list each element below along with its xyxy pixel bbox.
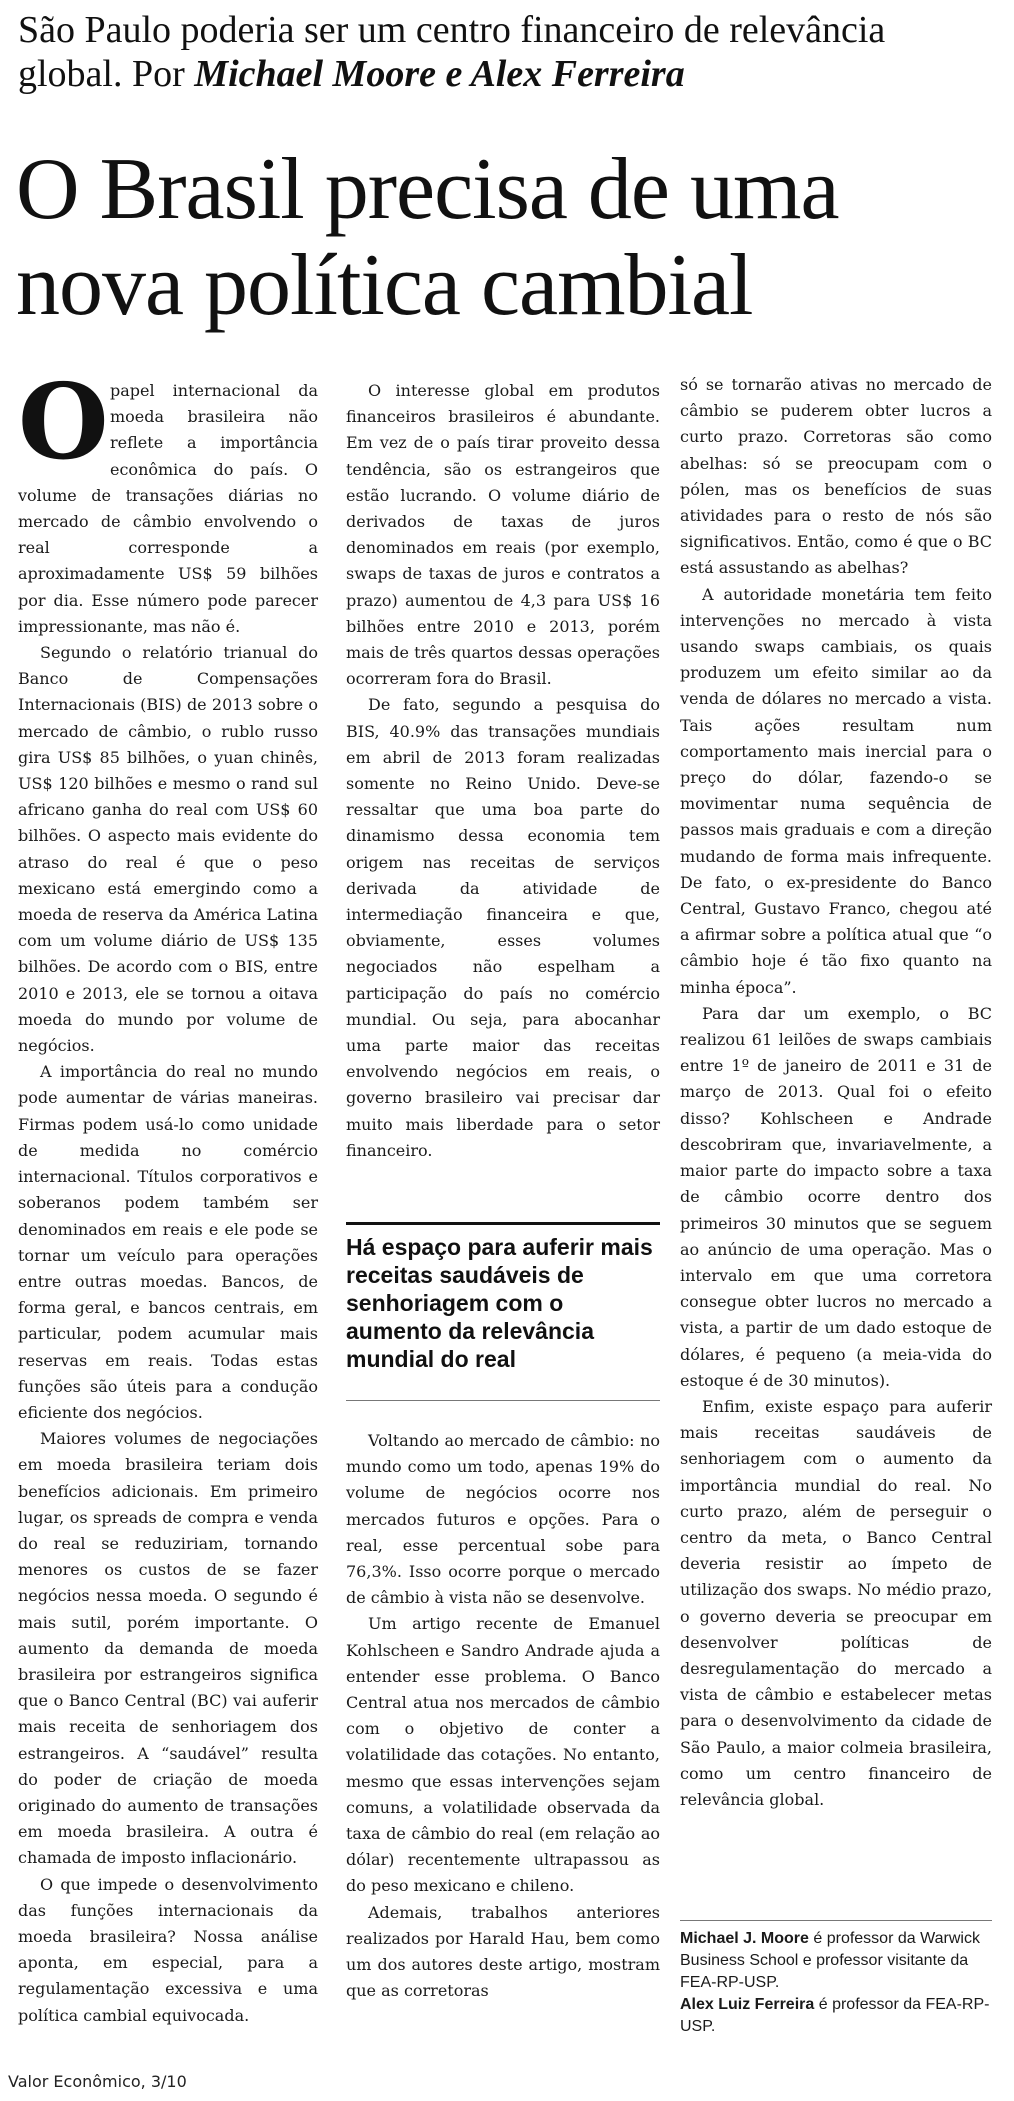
article-column-2 <box>346 378 660 1164</box>
article-paragraph: A autoridade monetária tem feito intervenções no mercado à vista usando swaps cambiais, os quais produzem um efeito similar ao da venda de dólares no mercado a vista. Tais ações resultam num comportamento mais inercial para o preço do dólar, fazendo-o se movimentar numa sequência de passos mais graduais e com a direção mudando de forma mais infrequente. De fato, o ex-presidente do Banco Central, Gustavo Franco, chegou até a afirmar sobre a política atual que “o câmbio hoje é tão fixo quanto na minha época”. <box>680 584 992 997</box>
article-paragraph: só se tornarão ativas no mercado de câmbio se puderem obter lucros a curto prazo. Corretoras são como abelhas: só se preocupam com o pólen, mas os benefícios de suas atividades para o resto de nós são significativos. Então, como é que o BC está assustando as abelhas? <box>680 375 992 578</box>
article-paragraph: Segundo o relatório trianual do Banco de Compensações Internacionais (BIS) de 2013 sobre o mercado de câmbio, o rublo russo gira US$ 85 bilhões, o yuan chinês, US$ 120 bilhões e mesmo o rand sul africano ganha do real com US$ 60 bilhões. O aspecto mais evidente do atraso do real é que o peso mexicano está emergindo como a moeda de reserva da América Latina com um volume diário de US$ 135 bilhões. De acordo com o BIS, entre 2010 e 2013, ele se tornou a oitava moeda do mundo por volume de negócios. <box>18 643 318 1056</box>
author-bio <box>680 1994 992 2038</box>
drop-cap: O <box>18 360 109 483</box>
pull-quote <box>346 1222 660 1373</box>
article-paragraph: O interesse global em produtos financeiros brasileiros é abundante. Em vez de o país tirar proveito dessa tendência, são os estrangeiros que estão lucrando. O volume diário de derivados de taxas de juros denominados em reais (por exemplo, swaps de taxas de juros e contratos a prazo) aumentou de 4,3 para US$ 16 bilhões entre 2010 e 2013, porém mais de três quartos dessas operações ocorreram fora do Brasil. <box>346 381 660 689</box>
divider <box>680 1920 992 1921</box>
article-paragraph: Opapel internacional da moeda brasileira não reflete a importância econômica do país. O volume de transações diárias no mercado de câmbio envolvendo o real corresponde a aproximadamente US$ 59 bilhões por dia. Esse número pode parecer impressionante, mas não é. <box>18 360 318 636</box>
article-paragraph: Para dar um exemplo, o BC realizou 61 leilões de swaps cambiais entre 1º de janeiro de 2011 e 31 de março de 2013. Qual foi o efeito disso? Kohlscheen e Andrade descobriram que, invariavelmente, a maior parte do impacto sobre a taxa de câmbio ocorre dentro dos primeiros 30 minutos que se seguem ao anúncio de uma operação. Mas o intervalo em que uma corretora consegue obter lucros no mercado a vista, a partir de um dado estoque de dólares, é pequeno (a meia-vida do estoque é de 30 minutos). <box>680 1003 992 1390</box>
article-paragraph: Voltando ao mercado de câmbio: no mundo como um todo, apenas 19% do volume de negócios ocorre nos mercados futuros e opções. Para o real, esse percentual sobe para 76,3%. Isso ocorre porque o mercado de câmbio à vista não se desenvolve. <box>346 1431 660 1608</box>
byline: Michael Moore e Alex Ferreira <box>194 53 685 95</box>
article-column-3 <box>680 372 992 1813</box>
source-caption: Valor Econômico, 3/10 <box>8 2072 187 2091</box>
article-paragraph: Um artigo recente de Emanuel Kohlscheen e Sandro Andrade ajuda a entender esse problema. O Banco Central atua nos mercados de câmbio com o objetivo de conter a volatilidade das cotações. No entanto, mesmo que essas intervenções sejam comuns, a volatilidade observada da taxa de câmbio do real (em relação ao dólar) recentemente ultrapassou as do peso mexicano e chileno. <box>346 1614 660 1896</box>
author-bio-text: é professor da FEA-RP-USP. <box>680 1996 990 2035</box>
kicker-text: São Paulo poderia ser um centro financeiro de relevância global. Por <box>18 9 886 95</box>
article-paragraph: A importância do real no mundo pode aumentar de várias maneiras. Firmas podem usá-lo como unidade de medida no comércio internacional. Títulos corporativos e soberanos podem também ser denominados em reais e ele pode se tornar um veículo para operações entre outras moedas. Bancos, de forma geral, e bancos centrais, em particular, podem acumular mais reservas em reais. Todas estas funções são úteis para a condução eficiente dos negócios. <box>18 1062 318 1422</box>
author-bio-text: é professor da Warwick Business School e professor visitante da FEA-RP-USP. <box>680 1930 980 1991</box>
article-paragraph: Enfim, existe espaço para auferir mais receitas saudáveis de senhoriagem com o aumento da importância mundial do real. No curto prazo, além de perseguir o centro da meta, o Banco Central deveria resistir ao ímpeto de utilização dos swaps. No médio prazo, o governo deveria se preocupar em desenvolver políticas de desregulamentação do mercado a vista de câmbio e estabelecer metas para o desenvolvimento da cidade de São Paulo, a maior colmeia brasileira, como um centro financeiro de relevância global. <box>680 1396 992 1809</box>
divider <box>346 1400 660 1401</box>
author-bios <box>680 1928 992 2038</box>
article-column-1 <box>18 360 318 2029</box>
kicker <box>18 8 998 96</box>
pull-quote-text: Há espaço para auferir mais receitas saudáveis de senhoriagem com o aumento da relevância mundial do real <box>346 1234 653 1372</box>
article-column-2-continued <box>346 1428 660 2004</box>
article-paragraph: Maiores volumes de negociações em moeda brasileira teriam dois benefícios adicionais. Em primeiro lugar, os spreads de compra e venda do real se reduziriam, tornando menores os custos de se fazer negócios nessa moeda. O segundo é mais sutil, porém importante. O aumento da demanda de moeda brasileira por estrangeiros significa que o Banco Central (BC) vai auferir mais receita de senhoriagem dos estrangeiros. A “saudável” resulta do poder de criação de moeda originado do aumento de transações em moeda brasileira. A outra é chamada de imposto inflacionário. <box>18 1429 318 1868</box>
author-name: Alex Luiz Ferreira <box>680 1996 815 2013</box>
author-bio <box>680 1928 992 1994</box>
article-paragraph: O que impede o desenvolvimento das funções internacionais da moeda brasileira? Nossa análise aponta, em especial, para a regulamentação excessiva e uma política cambial equivocada. <box>18 1874 318 2025</box>
author-name: Michael J. Moore <box>680 1930 809 1947</box>
headline: O Brasil precisa de uma nova política cambial <box>16 141 839 334</box>
article-paragraph: De fato, segundo a pesquisa do BIS, 40.9% das transações mundiais em abril de 2013 foram realizadas somente no Reino Unido. Deve-se ressaltar que uma boa parte do dinamismo dessa economia tem origem nas receitas de serviços derivada da atividade de intermediação financeira e que, obviamente, esses volumes negociados não espelham a participação do país no comércio mundial. Ou seja, para abocanhar uma parte maior das receitas envolvendo negócios em reais, o governo brasileiro vai precisar dar muito mais liberdade para o setor financeiro. <box>346 695 660 1160</box>
article-paragraph: Ademais, trabalhos anteriores realizados por Harald Hau, bem como um dos autores deste artigo, mostram que as corretoras <box>346 1902 660 2001</box>
